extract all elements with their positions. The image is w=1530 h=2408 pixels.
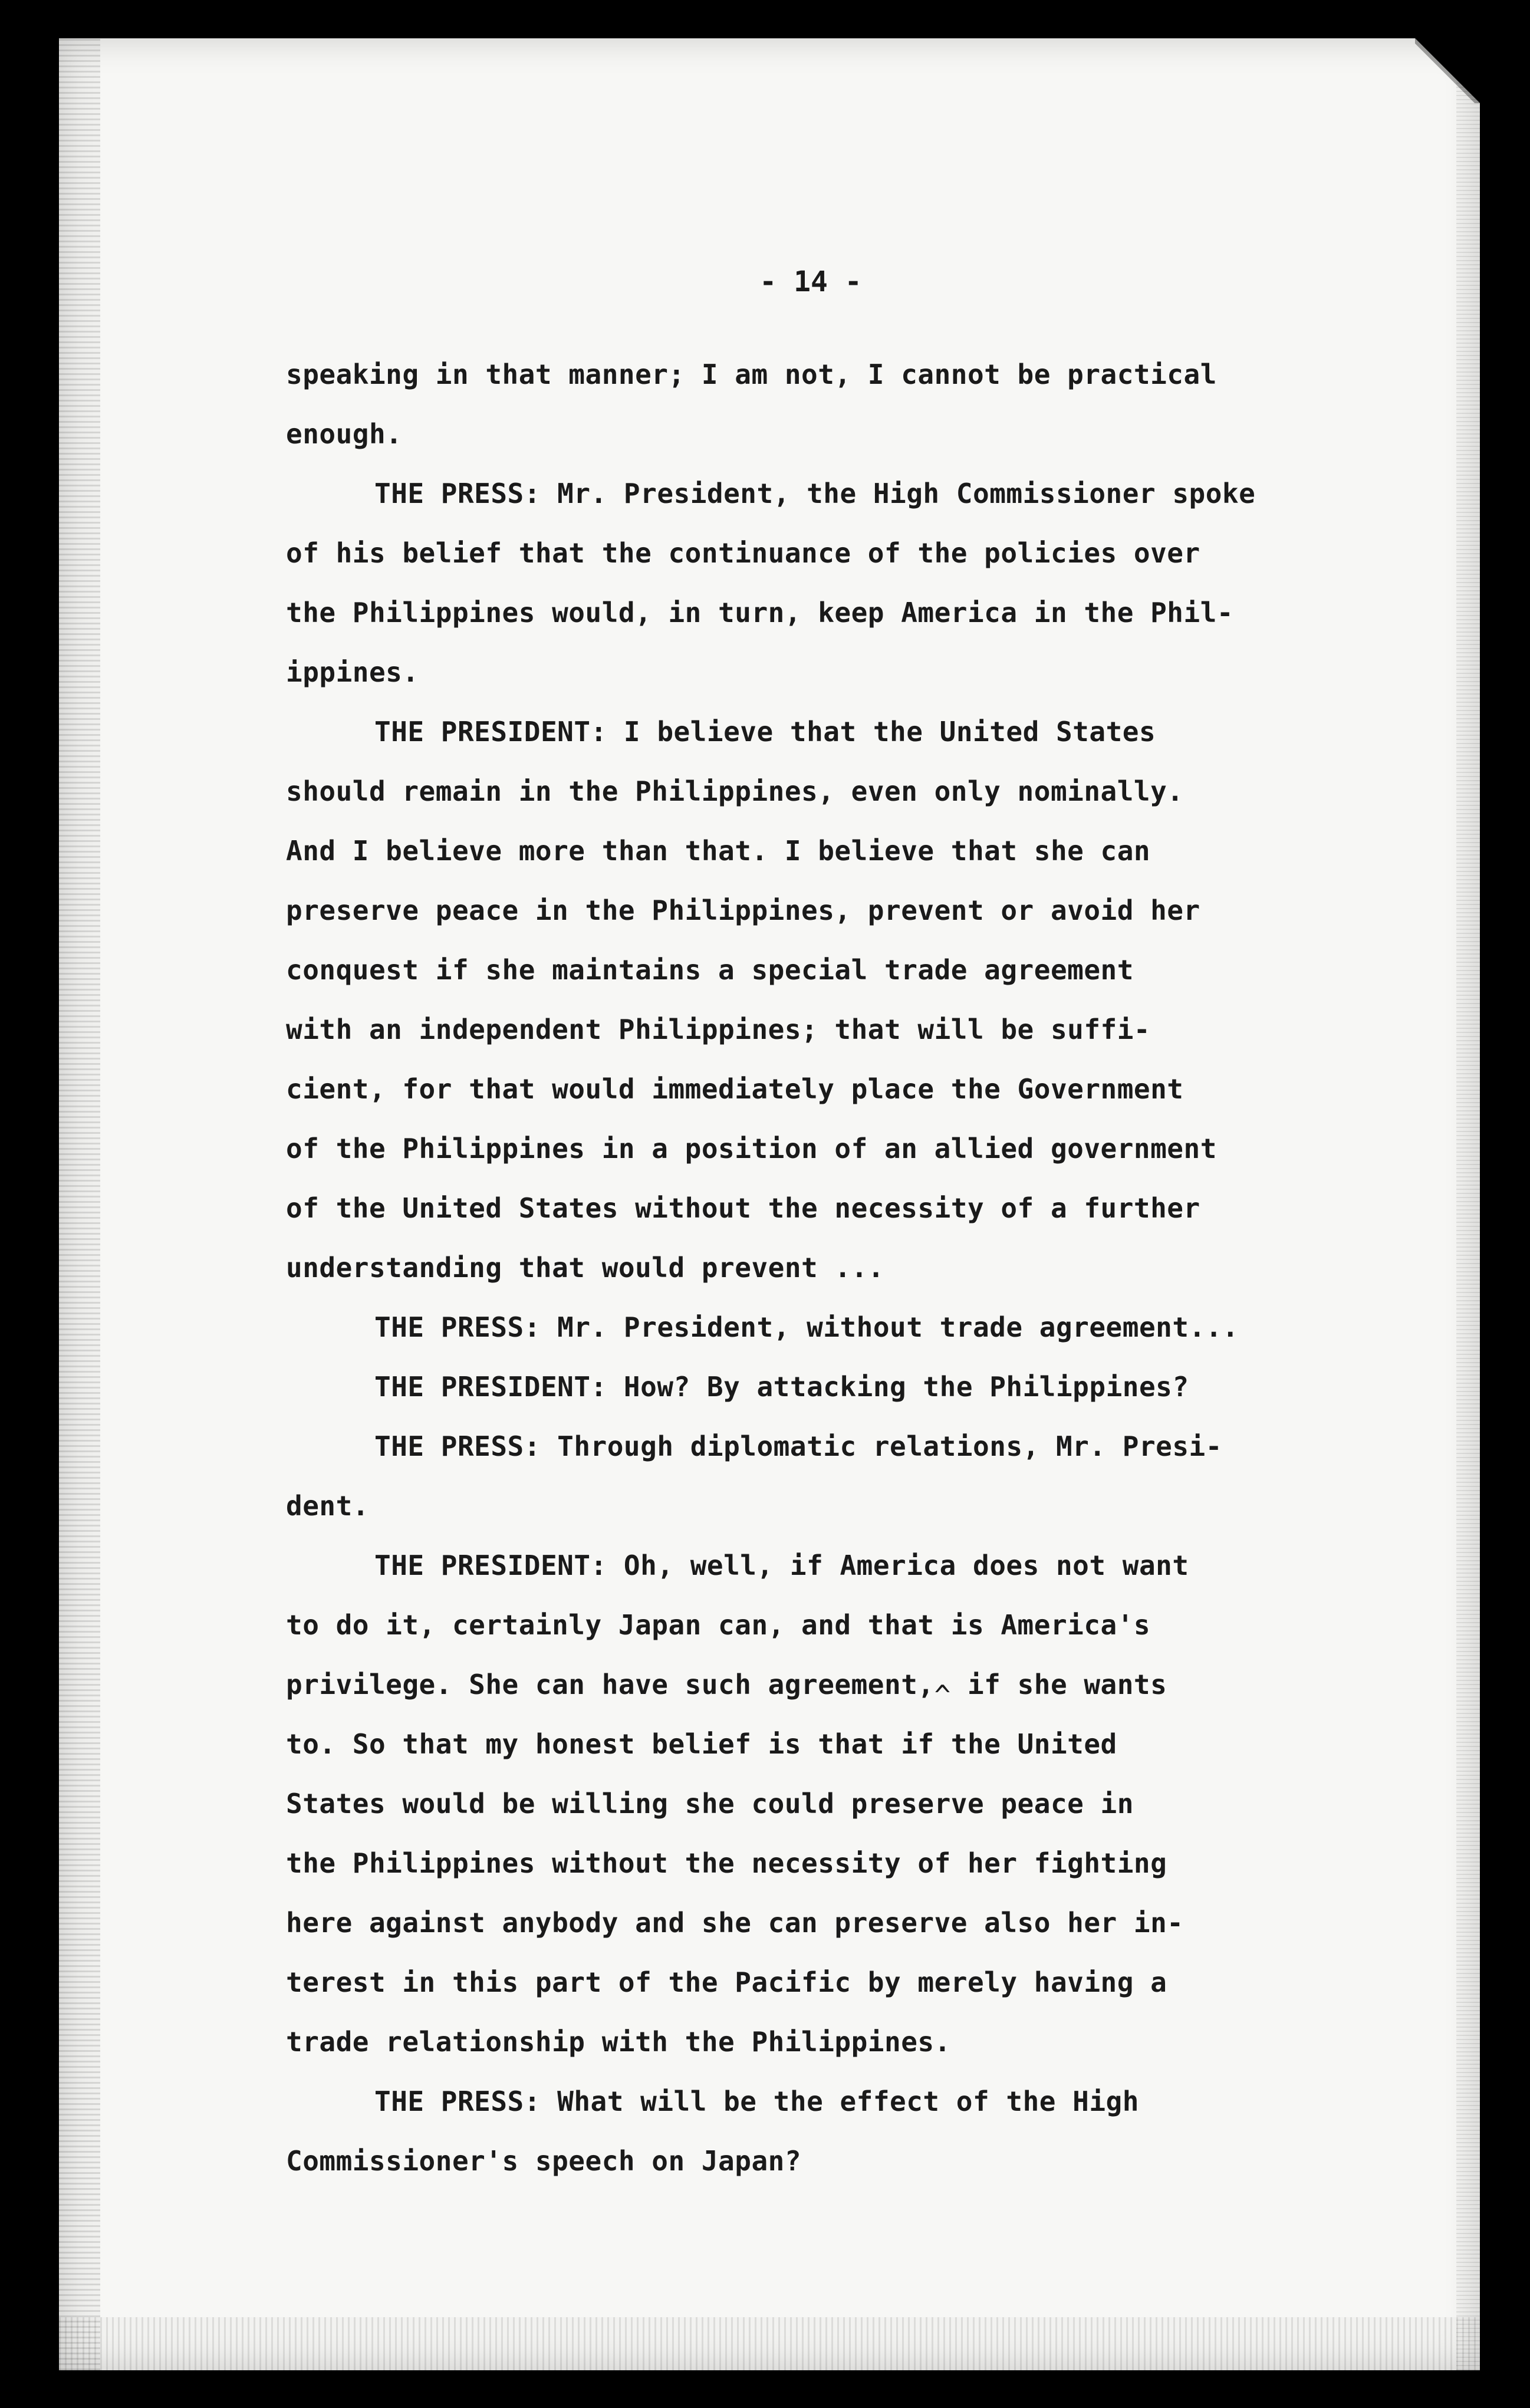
text-line: of his belief that the continuance of the policies over bbox=[286, 537, 1200, 569]
text-line bbox=[286, 1417, 1383, 1476]
speaker-label: THE PRESIDENT: bbox=[374, 1371, 607, 1403]
text-line: of the Philippines in a position of an allied government bbox=[286, 1133, 1217, 1164]
text-run: if she wants bbox=[950, 1669, 1167, 1700]
paragraph bbox=[286, 1298, 1383, 1357]
text-run: privilege. She can have such agreement, bbox=[286, 1669, 935, 1700]
text-run: Mr. President, the High Commissioner spoke bbox=[540, 478, 1256, 509]
text-line: of the United States without the necessity of a further bbox=[286, 1192, 1200, 1224]
paragraph bbox=[286, 345, 1383, 464]
text-line: should remain in the Philippines, even only nominally. bbox=[286, 775, 1184, 807]
text-line: speaking in that manner; I am not, I cannot be practical bbox=[286, 358, 1217, 390]
folded-corner bbox=[1415, 38, 1480, 103]
text-run: What will be the effect of the High bbox=[540, 2085, 1139, 2117]
text-line: cient, for that would immediately place the Government bbox=[286, 1073, 1184, 1105]
text-line bbox=[286, 702, 1383, 762]
text-run: I believe that the United States bbox=[607, 716, 1156, 748]
text-line: to do it, certainly Japan can, and that is America's bbox=[286, 1609, 1151, 1641]
paragraph bbox=[286, 1357, 1383, 1417]
text-line: with an independent Philippines; that will be suffi- bbox=[286, 1014, 1151, 1045]
paragraph bbox=[286, 1536, 1383, 2072]
text-line: to. So that my honest belief is that if the United bbox=[286, 1728, 1117, 1760]
page-number: - 14 - bbox=[759, 265, 862, 298]
text-line: dent. bbox=[286, 1490, 369, 1522]
text-run: Mr. President, without trade agreement... bbox=[540, 1311, 1239, 1343]
transcript-body bbox=[286, 345, 1383, 2191]
text-run: Oh, well, if America does not want bbox=[607, 1550, 1189, 1581]
text-run: Through diplomatic relations, Mr. Presi- bbox=[540, 1430, 1222, 1462]
text-line: understanding that would prevent ... bbox=[286, 1252, 884, 1284]
paragraph bbox=[286, 464, 1383, 702]
text-line: terest in this part of the Pacific by merely having a bbox=[286, 1966, 1167, 1998]
text-line bbox=[286, 2072, 1383, 2131]
scan-edge-bottom bbox=[59, 2317, 1480, 2370]
text-line bbox=[286, 1298, 1383, 1357]
speaker-label: THE PRESIDENT: bbox=[374, 716, 607, 748]
speaker-label: THE PRESS: bbox=[374, 1430, 541, 1462]
document-page bbox=[59, 38, 1480, 2370]
text-line bbox=[286, 1536, 1383, 1596]
text-line: trade relationship with the Philippines. bbox=[286, 2026, 951, 2058]
text-line: the Philippines without the necessity of her fighting bbox=[286, 1847, 1167, 1879]
text-line: States would be willing she could preserve peace in bbox=[286, 1788, 1134, 1820]
text-line: preserve peace in the Philippines, prevent or avoid her bbox=[286, 894, 1200, 926]
text-line bbox=[286, 1655, 1383, 1715]
text-run: How? By attacking the Philippines? bbox=[607, 1371, 1189, 1403]
text-line: here against anybody and she can preserve also her in- bbox=[286, 1907, 1184, 1939]
handwritten-caret-mark: ^ bbox=[934, 1679, 951, 1711]
text-line: the Philippines would, in turn, keep America in the Phil- bbox=[286, 597, 1234, 629]
scan-edge-left bbox=[59, 38, 100, 2370]
text-line: enough. bbox=[286, 418, 403, 450]
paragraph bbox=[286, 702, 1383, 1298]
speaker-label: THE PRESIDENT: bbox=[374, 1550, 607, 1581]
text-line bbox=[286, 464, 1383, 524]
paragraph bbox=[286, 2072, 1383, 2191]
speaker-label: THE PRESS: bbox=[374, 478, 541, 509]
text-line: conquest if she maintains a special trade agreement bbox=[286, 954, 1134, 986]
speaker-label: THE PRESS: bbox=[374, 1311, 541, 1343]
text-line: And I believe more than that. I believe that she can bbox=[286, 835, 1151, 867]
text-line bbox=[286, 1357, 1383, 1417]
text-line: ippines. bbox=[286, 656, 419, 688]
paragraph bbox=[286, 1417, 1383, 1536]
speaker-label: THE PRESS: bbox=[374, 2085, 541, 2117]
scan-edge-right bbox=[1456, 38, 1480, 2370]
text-line: Commissioner's speech on Japan? bbox=[286, 2145, 802, 2177]
